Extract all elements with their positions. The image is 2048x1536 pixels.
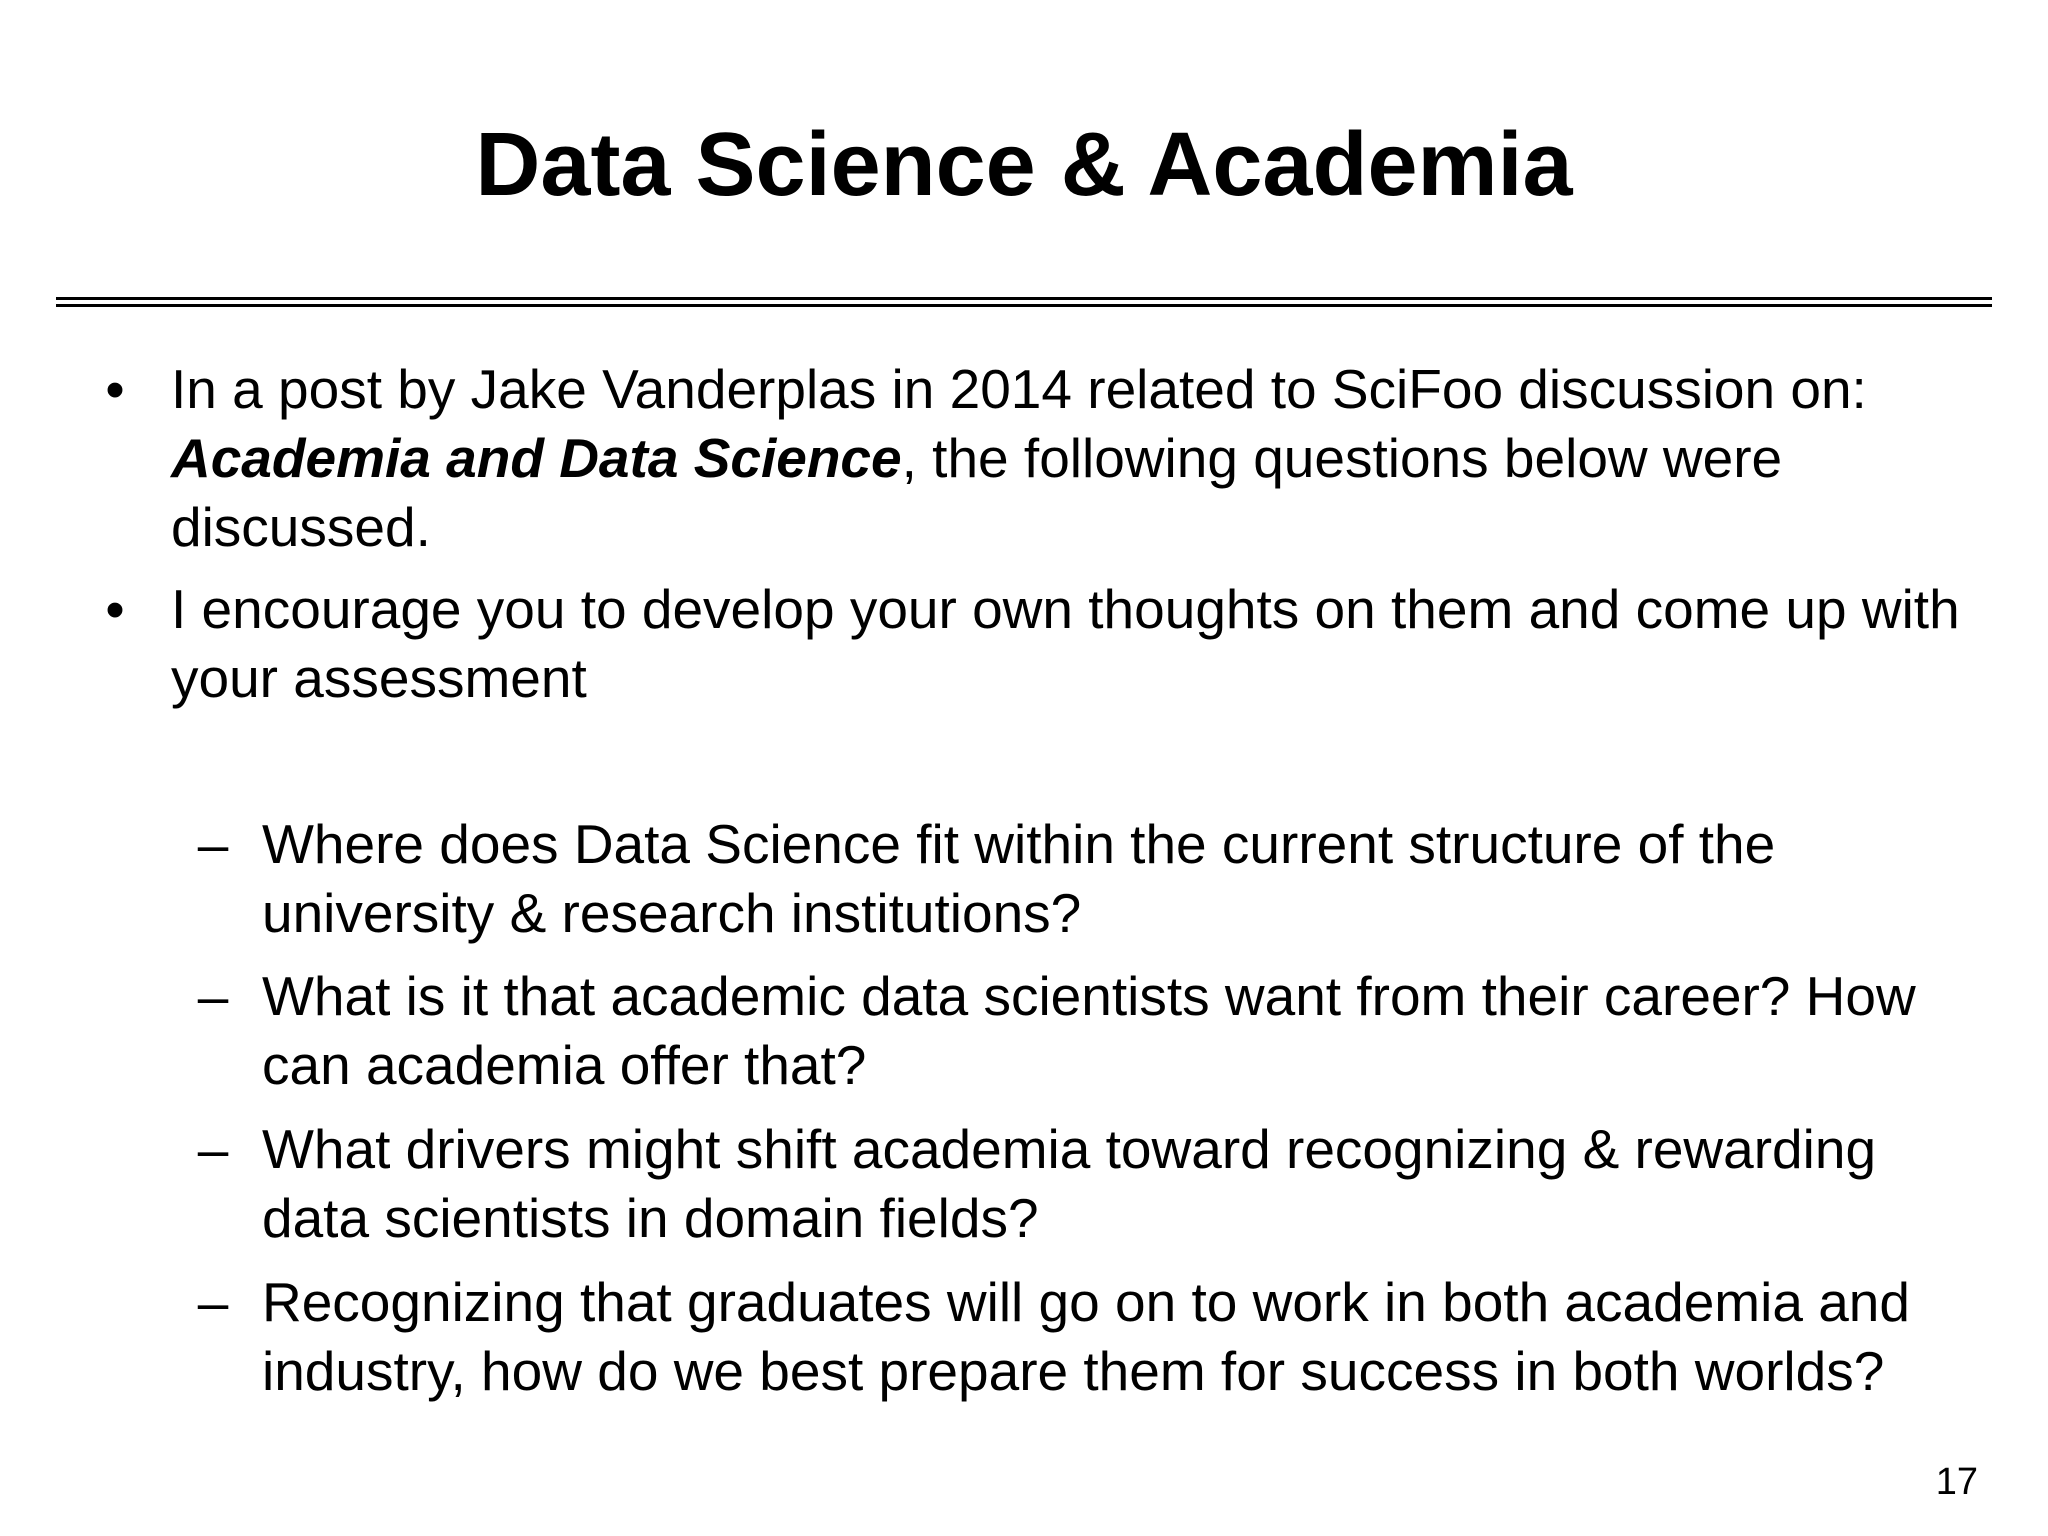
bullet-marker: • — [105, 578, 125, 640]
sub-bullet-item — [197, 810, 1982, 948]
slide-title: Data Science & Academia — [475, 115, 1573, 215]
bullet-emphasis: Academia and Data Science — [171, 427, 902, 489]
sub-bullet-text: Where does Data Science fit within the current structure of the university & research institutions? — [262, 813, 1776, 944]
bullet-text: In a post by Jake Vanderplas in 2014 related to SciFoo discussion on: — [171, 358, 1867, 420]
sub-bullet-marker: – — [197, 965, 229, 1027]
sub-bullet-marker: – — [197, 1118, 229, 1180]
sub-bullet-item — [197, 1268, 1982, 1406]
sub-bullet-marker: – — [197, 813, 229, 875]
bullet-item — [105, 575, 1971, 713]
sub-bullet-text: What is it that academic data scientists want from their career? How can academia offer that? — [262, 965, 1916, 1096]
sub-bullet-marker: – — [197, 1271, 229, 1333]
sub-bullet-item — [197, 962, 1982, 1100]
sub-bullet-text: What drivers might shift academia toward recognizing & rewarding data scientists in domain fields? — [262, 1118, 1877, 1249]
title-divider-bottom — [56, 304, 1992, 307]
bullet-text-after: , the following questions below were discussed. — [171, 427, 1783, 558]
bullet-item — [105, 355, 1971, 562]
page-number: 17 — [1935, 1461, 1978, 1503]
sub-bullet-text: Recognizing that graduates will go on to work in both academia and industry, how do we best prepare them for success in both worlds? — [262, 1271, 1910, 1402]
bullet-text: I encourage you to develop your own thoughts on them and come up with your assessment — [171, 578, 1960, 709]
title-divider-top — [56, 297, 1992, 300]
bullet-marker: • — [105, 358, 125, 420]
sub-bullet-item — [197, 1115, 1982, 1253]
